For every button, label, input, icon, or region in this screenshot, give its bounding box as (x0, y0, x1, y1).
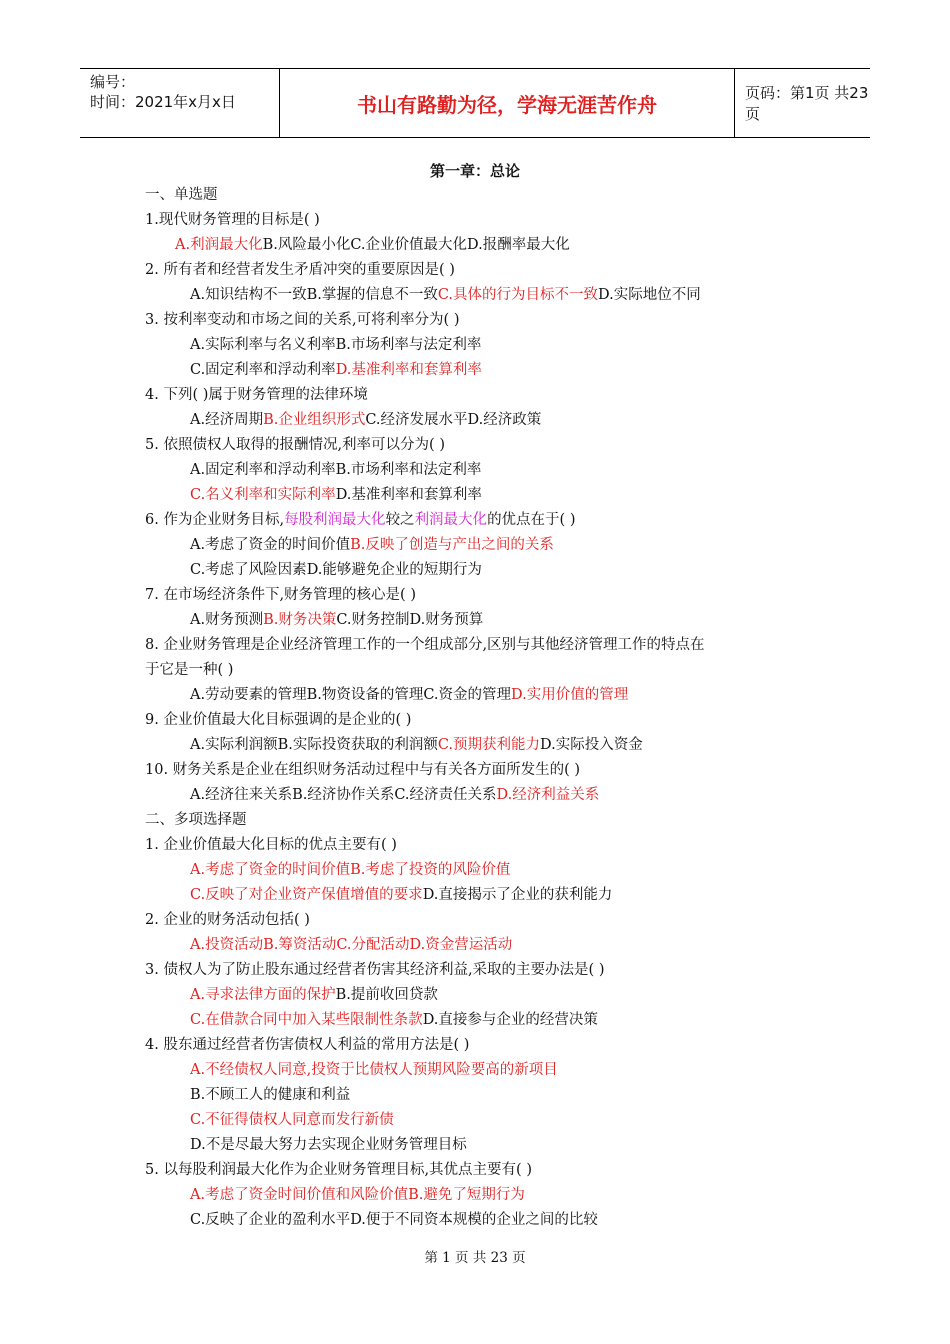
options-line (190, 1208, 598, 1233)
option-b: B.考虑了投资的风险价值 (350, 862, 511, 878)
options-line (190, 358, 482, 383)
option-c: C.名义利率和实际利率 (190, 487, 336, 503)
option-d: D.资金营运活动 (409, 937, 513, 953)
option-d: D.经济利益关系 (496, 787, 600, 803)
options-line (190, 858, 510, 883)
option-d: D.便于不同资本规模的企业之间的比较 (350, 1212, 598, 1228)
option-d: D.报酬率最大化 (467, 237, 570, 253)
option-c: C.经济发展水平 (365, 412, 468, 428)
header-meta (80, 69, 280, 137)
options-line (190, 683, 628, 708)
option-d: D.实际投入资金 (540, 737, 643, 753)
stem-part: 的优点在于( ) (487, 512, 576, 528)
option-a: A.知识结构不一致 (190, 287, 307, 303)
option-b: B.不顾工人的健康和利益 (190, 1087, 351, 1103)
question-stem: 2. 所有者和经营者发生矛盾冲突的重要原因是( ) (145, 262, 455, 278)
options-line (190, 1183, 525, 1208)
option-b: B.物资设备的管理 (306, 687, 424, 703)
question-stem: 7. 在市场经济条件下,财务管理的核心是( ) (145, 587, 416, 603)
options-line (190, 883, 612, 908)
question-stem: 4. 股东通过经营者伤害债权人利益的常用方法是( ) (145, 1037, 470, 1053)
option-d: D.直接参与企业的经营决策 (422, 1012, 598, 1028)
option-b: B.经济协作关系 (292, 787, 395, 803)
option-a: A.实际利润额 (190, 737, 278, 753)
option-d: D.能够避免企业的短期行为 (306, 562, 482, 578)
options-line (175, 233, 570, 258)
option-b: B.避免了短期行为 (408, 1187, 525, 1203)
option-d: D.基准利率和套算利率 (335, 362, 482, 378)
header-motto: 书山有路勤为径，学海无涯苦作舟 (280, 69, 735, 137)
option-c: C.具体的行为目标不一致 (437, 287, 599, 303)
option-b: B.市场利率和法定利率 (335, 462, 482, 478)
option-a: A.经济往来关系 (190, 787, 293, 803)
option-b: B.反映了创造与产出之间的关系 (350, 537, 554, 553)
question-stem: 10. 财务关系是企业在组织财务活动过程中与有关各方面所发生的( ) (145, 762, 581, 778)
option-a: A.劳动要素的管理 (190, 687, 307, 703)
option-d: D.经济政策 (467, 412, 542, 428)
options-line (190, 608, 483, 633)
option-d: D.实际地位不同 (598, 287, 701, 303)
options-line (190, 733, 643, 758)
section-heading: 二、多项选择题 (145, 812, 247, 828)
options-line (190, 533, 554, 558)
option-b: B.提前收回贷款 (335, 987, 438, 1003)
option-c: C.不征得债权人同意而发行新债 (190, 1112, 394, 1128)
options-line (190, 458, 481, 483)
question-stem: 3. 按利率变动和市场之间的关系,可将利率分为( ) (145, 312, 460, 328)
question-stem: 5. 依照债权人取得的报酬情况,利率可以分为( ) (145, 437, 445, 453)
question-stem: 3. 债权人为了防止股东通过经营者伤害其经济利益,采取的主要办法是( ) (145, 962, 605, 978)
option-d: D.财务预算 (409, 612, 484, 628)
options-line (190, 408, 541, 433)
option-a: A.经济周期 (190, 412, 264, 428)
option-a: A.固定利率和浮动利率 (190, 462, 336, 478)
option-a: A.利润最大化 (175, 237, 263, 253)
option-a: A.实际利率与名义利率 (190, 337, 336, 353)
header-page-info: 页码：第1页 共23页 (745, 84, 869, 123)
options-line (190, 333, 481, 358)
option-b: B.风险最小化 (262, 237, 351, 253)
page-header (80, 68, 870, 138)
question-stem: 2. 企业的财务活动包括( ) (145, 912, 310, 928)
question-stem: 4. 下列( )属于财务管理的法律环境 (145, 387, 368, 403)
option-b: B.财务决策 (263, 612, 337, 628)
option-a: A.投资活动 (190, 937, 264, 953)
page-footer: 第 1 页 共 23 页 (424, 1250, 526, 1266)
option-d: D.直接揭示了企业的获利能力 (422, 887, 613, 903)
option-c: C.反映了对企业资产保值增值的要求 (190, 887, 423, 903)
option-c: C.固定利率和浮动利率 (190, 362, 336, 378)
stem-part: 较之 (385, 512, 415, 528)
question-stem: 1.现代财务管理的目标是( ) (145, 212, 320, 228)
option-c: C.在借款合同中加入某些限制性条款 (190, 1012, 423, 1028)
options-line (190, 1008, 598, 1033)
option-c: C.考虑了风险因素 (190, 562, 307, 578)
time-label: 时间：2021年x月x日 (90, 93, 236, 111)
option-a: A.考虑了资金时间价值和风险价值 (190, 1187, 409, 1203)
option-a: A.考虑了资金的时间价值 (190, 862, 351, 878)
options-line (190, 483, 482, 508)
option-c: C.财务控制 (336, 612, 410, 628)
stem-highlight: 利润最大化 (414, 512, 488, 528)
stem-part: 6. 作为企业财务目标, (145, 512, 285, 528)
option-a: A.考虑了资金的时间价值 (190, 537, 351, 553)
options-line (190, 283, 701, 308)
option-c: C.资金的管理 (423, 687, 512, 703)
chapter-title: 第一章：总论 (429, 162, 520, 180)
option-b: B.企业组织形式 (263, 412, 366, 428)
question-stem (145, 508, 576, 533)
option-a: A.财务预测 (190, 612, 264, 628)
option-d: D.不是尽最大努力去实现企业财务管理目标 (190, 1137, 467, 1153)
option-c: C.经济责任关系 (394, 787, 497, 803)
option-d: D.基准利率和套算利率 (335, 487, 482, 503)
option-c: C.预期获利能力 (437, 737, 541, 753)
question-stem: 5. 以每股利润最大化作为企业财务管理目标,其优点主要有( ) (145, 1162, 532, 1178)
option-c: C.企业价值最大化 (350, 237, 468, 253)
option-c: C.反映了企业的盈利水平 (190, 1212, 351, 1228)
option-b: B.掌握的信息不一致 (306, 287, 438, 303)
options-line (190, 558, 482, 583)
options-line (190, 983, 438, 1008)
option-b: B.实际投资获取的利润额 (277, 737, 438, 753)
option-b: B.筹资活动 (263, 937, 337, 953)
option-c: C.分配活动 (336, 937, 410, 953)
question-stem: 9. 企业价值最大化目标强调的是企业的( ) (145, 712, 412, 728)
option-a: A.寻求法律方面的保护 (190, 987, 336, 1003)
option-d: D.实用价值的管理 (511, 687, 629, 703)
section-heading: 一、单选题 (145, 187, 218, 203)
options-line (190, 933, 512, 958)
stem-highlight: 每股利润最大化 (284, 512, 386, 528)
option-b: B.市场利率与法定利率 (335, 337, 482, 353)
question-stem: 1. 企业价值最大化目标的优点主要有( ) (145, 837, 397, 853)
option-a: A.不经债权人同意,投资于比债权人预期风险要高的新项目 (190, 1062, 558, 1078)
serial-label: 编号： (90, 73, 136, 91)
options-line (190, 783, 599, 808)
question-stem-cont: 于它是一种( ) (145, 662, 234, 678)
question-stem: 8. 企业财务管理是企业经济管理工作的一个组成部分,区别与其他经济管理工作的特点在 (145, 637, 705, 653)
